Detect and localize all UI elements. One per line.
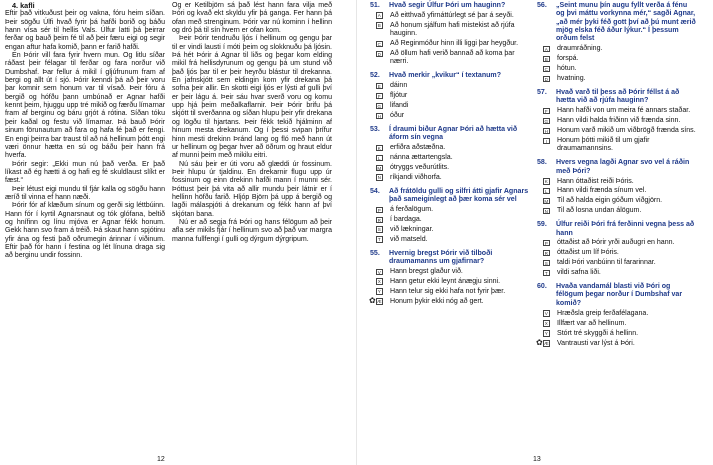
option-text: ótryggs veðurútlits. [390, 164, 450, 172]
answer-option[interactable] [537, 107, 696, 115]
option-text: Illfært var að hellinum. [557, 319, 627, 327]
paragraph: Nú sáu þeir er úti voru að glæddi úr fossinum. Þeir hlupu úr tjaldinu. En drekarnir flugu upp úr fossinum og einn drekinn hafði mann í munni sér. Þóttust þeir þá vita að allir mundu þeir látnir er í hellinn höfðu farið. Hljóp Björn þá upp á bergið og lagði málaspjóti á drekanum og fékk hann af því skjótan bana. [172, 160, 332, 218]
answer-checkbox[interactable]: A [544, 46, 548, 52]
answer-checkbox[interactable]: G [544, 118, 549, 124]
option-marker [537, 127, 553, 135]
answer-option[interactable] [537, 310, 696, 318]
question-text: Hvað varð til þess að Þórir féllst á að hætta við að rjúfa hauginn? [556, 88, 680, 105]
answer-option[interactable] [537, 55, 696, 63]
question-text: „Seint munu þín augu fyllt verða á fénu og þvi máttu vorkynna mér,“ sagði Agnar, „að mér þyki féð gott því að þú munt ærið mjög elska féð áður lýkur.“ Í þessum orðum felst [556, 2, 696, 43]
answer-checkbox[interactable]: B [544, 56, 548, 62]
question-header [370, 250, 529, 267]
answer-option[interactable] [537, 137, 696, 154]
option-marker [370, 236, 386, 244]
option-text: óður [390, 112, 405, 120]
answer-option[interactable] [537, 75, 696, 83]
question-number: 55. [370, 249, 380, 257]
question-text: Hvernig bregst Þórir við tilboði draumamanns um gjafirnar? [389, 249, 493, 266]
option-marker [370, 174, 386, 182]
option-text: óttaðist að Þórir yrði auðugri en hann. [557, 239, 675, 247]
option-marker [537, 178, 553, 186]
answer-checkbox[interactable]: C [544, 66, 548, 72]
option-text: draumráðning. [557, 45, 603, 53]
answer-checkbox[interactable]: V [377, 269, 381, 275]
answer-checkbox[interactable]: Æ [544, 341, 549, 347]
question-block [370, 188, 529, 244]
answer-checkbox[interactable]: E [377, 83, 381, 89]
answer-option[interactable] [370, 82, 529, 90]
option-text: nánna ættartengsla. [390, 154, 453, 162]
answer-option[interactable] [369, 295, 529, 306]
question-block [537, 2, 696, 83]
option-marker [370, 92, 386, 100]
option-text: óttaðist um líf Þóris. [557, 249, 619, 257]
answer-checkbox[interactable]: I [543, 138, 550, 145]
right-page [357, 0, 713, 465]
paragraph: Þórir fór af klæðum sínum og gerði sig léttbúinn. Hann fór í kyrtil Agnarsnaut og tók glófana, beltið og hnífinn og línu mjóva er Agnar fékk honum. Gekk hann svo fram á tréið. Þá skaut hann spjótinu yfir ána og festi það oðrumegin árinnar í viðinum. Eftir það fór hann í festina og lét línuna draga sig að berginu undir fossinn. [5, 202, 165, 260]
option-marker [537, 320, 553, 328]
option-text: Til að losna undan álögum. [557, 207, 642, 215]
answer-option[interactable] [370, 236, 529, 244]
answer-checkbox[interactable]: L [544, 188, 548, 194]
option-marker [537, 249, 553, 257]
answer-checkbox[interactable]: B [377, 23, 381, 29]
question-text: Í draumi biður Agnar Þóri að hætta við áform sín vegna [389, 125, 518, 142]
answer-option[interactable] [537, 127, 696, 135]
option-text: Að Reginmóður hinn illi liggi þar heygður. [390, 40, 519, 48]
option-text: Honum þykir ekki nóg að gert. [390, 297, 484, 305]
option-marker [537, 259, 553, 267]
question-text: Hvað segir Úlfur Þóri um hauginn? [389, 2, 506, 9]
answer-checkbox[interactable]: K [377, 145, 381, 151]
option-marker [370, 154, 386, 162]
paragraph: Þórir segir: „Ekki mun nú það verða. Er það líkast að ég hætti á og hafi eg fé skuldlaust slíkt er fæst.“ [5, 160, 165, 185]
answer-checkbox[interactable]: R [377, 217, 381, 223]
option-marker [370, 268, 386, 276]
answer-checkbox[interactable]: V [544, 311, 548, 317]
option-text: forspá. [557, 55, 579, 63]
answer-checkbox[interactable]: R [544, 250, 548, 256]
answer-option[interactable] [537, 65, 696, 73]
question-number: 58. [537, 159, 547, 167]
option-text: Hann bregst glaður við. [390, 268, 463, 276]
option-marker [537, 207, 553, 215]
option-marker [537, 75, 553, 83]
question-column-2 [537, 2, 696, 353]
answer-option[interactable] [537, 117, 696, 125]
paragraph: Þeir Þórir tendruðu ljós í hellinum og gengu þar til er vindi lausti í móti þeim og slokknuðu þá ljósin. Þá hét Þórir á Agnar til liðs og þegar kom elding mikil frá hellisdyrunum og gengu þá um stund við það ljós þar til er þeir heyrðu blástur til drekanna. En jafnskjótt sem eldingin kom yfir drekana þá sofna þeir allir. En skotti eigi ljós er lýsti af gulli því er þeir lágu á. Þeir sáu hvar sverð voru og komu upp hjá þeim meðalkaflarnir. Þeir Þórir brifu þá skjótt til sverðanna og síðan hlupu þeir yfir drekana og lögðu til hjartans. Þeir fékk tekið hjálminn af hinum mesta drekanum. Og í þessi svipan þrífur hinn mesti drekinn Þránd lang og fló með hann út ur hellinum og þegar hver að öðrum og hraut eldur af munni þeim með mikilu eitri. [172, 35, 332, 160]
question-block [537, 283, 696, 348]
chapter-title: 4. kafli [12, 1, 35, 10]
answer-option[interactable] [370, 144, 529, 152]
paragraph: Og er Ketilbjörn sá það lést hann fara vilja með Þóri og kvað ekt skyldu yfir þá ganga. Fer hann þá ofan með strenginum. Þórir var nú kominn í hellinn og dró þá til sín hvern er ofan kom. [172, 2, 332, 35]
answer-checkbox[interactable]: P [544, 240, 548, 246]
option-text: á ferðalögum. [390, 206, 434, 214]
answer-option[interactable] [537, 239, 696, 247]
answer-option[interactable] [370, 154, 529, 162]
answer-option[interactable] [537, 259, 696, 267]
option-marker [537, 330, 553, 338]
option-text: vildi safna liði. [557, 269, 601, 277]
answer-checkbox[interactable]: F [377, 93, 381, 99]
option-marker [369, 295, 386, 306]
option-text: dáinn [390, 82, 408, 90]
answer-option[interactable] [370, 226, 529, 234]
option-marker [370, 206, 386, 214]
option-text: Að eitthvað yfirnáttúrlegt sé þar á seyði. [390, 11, 514, 19]
answer-option[interactable] [370, 164, 529, 172]
question-header [537, 159, 696, 176]
answer-option[interactable] [370, 268, 529, 276]
answer-option[interactable] [370, 40, 529, 48]
answer-option[interactable] [537, 187, 696, 195]
answer-option[interactable] [370, 50, 529, 67]
question-header [537, 89, 696, 106]
option-text: Honum þótti mikið til um gjafir draumamannsins. [557, 137, 650, 153]
option-text: erfiðra aðstæðna. [390, 144, 446, 152]
answer-checkbox[interactable]: Y [377, 289, 381, 295]
question-text: Hvað merkir „kvikur“ í textanum? [389, 72, 502, 80]
answer-option[interactable] [370, 206, 529, 214]
option-text: Vantrausti var lýst á Þóri. [557, 339, 635, 347]
option-text: í bardaga. [390, 216, 422, 224]
option-marker [536, 337, 553, 348]
answer-checkbox[interactable]: M [377, 165, 382, 171]
question-number: 57. [537, 88, 547, 96]
question-header [537, 2, 696, 44]
page-number-right: 13 [533, 456, 541, 463]
answer-option[interactable] [537, 207, 696, 215]
text-column-1 [5, 2, 165, 261]
answer-checkbox[interactable]: G [377, 103, 382, 109]
option-marker [370, 82, 386, 90]
option-marker [370, 12, 386, 20]
option-marker [537, 187, 553, 195]
question-number: 54. [370, 187, 380, 195]
option-text: Hann óttaðist reiði Þóris. [557, 177, 634, 185]
question-block [370, 2, 529, 67]
answer-checkbox[interactable]: X [377, 279, 381, 285]
option-text: við matseld. [390, 235, 428, 243]
answer-option[interactable] [537, 178, 696, 186]
answer-option[interactable] [537, 197, 696, 205]
option-marker [537, 65, 553, 73]
option-marker [537, 45, 553, 53]
option-marker [370, 22, 386, 30]
option-text: Að honum sjálfum hafi mistekist að rjúfa hauginn. [390, 21, 515, 38]
question-header [370, 2, 529, 10]
answer-option[interactable] [537, 45, 696, 53]
answer-checkbox[interactable]: L [377, 155, 381, 161]
answer-option[interactable] [537, 330, 696, 338]
answer-checkbox[interactable]: C [377, 41, 381, 47]
question-block [537, 221, 696, 277]
question-header [370, 126, 529, 143]
answer-checkbox[interactable]: M [544, 198, 549, 204]
answer-checkbox[interactable]: Æ [377, 299, 382, 305]
option-marker [370, 50, 386, 58]
question-text: Að frátöldu gulli og silfri átti gjafir Agnars það sameiginlegt að þær koma sér vel [389, 187, 529, 204]
option-marker [537, 310, 553, 318]
answer-option[interactable] [537, 269, 696, 277]
answer-checkbox[interactable]: X [544, 321, 548, 327]
option-text: Hann telur sig ekki hafa not fyrir þær. [390, 287, 506, 295]
option-text: Til að halda eigin góðum viðgjörn. [557, 197, 663, 205]
answer-option[interactable] [537, 320, 696, 328]
answer-option[interactable] [536, 337, 696, 348]
option-text: hótun. [557, 65, 577, 73]
option-text: Hann getur ekki leynt ánægju sinni. [390, 277, 501, 285]
paragraph: Eftir það vitkuðust þeir og vakna, fóru heim síðan. Þeir sögðu Úlfi hvað fyrir þá hafði borið og báðu hann vísa sér til hellis Vals. Úlfur latti þá þeirrar ferðar og bauð þeim fé til að þeir færu eigi og segir engan aftur hafa komið, þann er farið hafði. [5, 10, 165, 51]
text-column-2 [172, 2, 332, 244]
answer-checkbox[interactable]: A [377, 13, 381, 19]
question-number: 51. [370, 2, 380, 9]
question-number: 56. [537, 2, 547, 9]
flower-star-icon: ✿ [369, 295, 376, 305]
answer-checkbox[interactable]: K [544, 179, 548, 185]
answer-option[interactable] [370, 288, 529, 296]
question-number: 53. [370, 125, 380, 133]
option-text: Honum varð mikið um viðbrögð frænda síns. [557, 127, 696, 135]
question-header [537, 221, 696, 238]
answer-option[interactable] [370, 278, 529, 286]
answer-option[interactable] [370, 102, 529, 110]
question-header [370, 72, 529, 80]
option-text: lifandi [390, 102, 409, 110]
answer-option[interactable] [370, 174, 529, 182]
answer-option[interactable] [370, 12, 529, 20]
option-marker [370, 226, 386, 234]
answer-checkbox[interactable]: N [377, 175, 381, 181]
question-header [537, 283, 696, 308]
option-marker [370, 102, 386, 110]
option-marker [537, 107, 553, 115]
option-text: við lækningar. [390, 225, 434, 233]
answer-checkbox[interactable]: D [544, 76, 548, 82]
paragraph: En Þórir vill fara fyrir hvern mun. Og litlu síðar ráðast þeir félagar til ferðar og fara norður við Dumbshaf. Þar fellur á mikil í gljúfrunum fram af bergi og allt út í sjó. Þórir kenndi þá að þeir voru þar komnir sem honum var til vísað. Þeir fóru á bergið og hófðu þann umbúnað er Agnar hafði kennt þeim, hjuggu upp tré mikið og færðu límarnar fram af berginu og báru grjót á rótina. Síðan tóku þeir kaðal og festu við límarnar. Þá bauð Þórir sinum förunautum að fara og hafa fé það er fengi. En engi þeirra bar traust til að ná hellinum þótt engi væri önnur hætta en sú og báðu þeir hann frá hverfa. [5, 52, 165, 160]
option-marker [537, 239, 553, 247]
answer-checkbox[interactable]: H [377, 113, 381, 119]
question-block [370, 126, 529, 182]
question-text: Úlfur reiði Þóri frá ferðinni vegna þess að hann [556, 221, 695, 237]
answer-checkbox[interactable]: T [377, 237, 381, 243]
answer-option[interactable] [537, 249, 696, 257]
flower-star-icon: ✿ [536, 337, 543, 347]
option-marker [370, 40, 386, 48]
answer-checkbox[interactable]: P [377, 207, 381, 213]
option-text: Stórt tré skyggði á hellinn. [557, 329, 639, 337]
option-text: taldi Þóri vanbúinn til fararinnar. [557, 259, 656, 267]
option-marker [370, 112, 386, 120]
option-marker [370, 288, 386, 296]
answer-option[interactable] [370, 112, 529, 120]
answer-option[interactable] [370, 92, 529, 100]
question-number: 59. [537, 221, 547, 229]
question-number: 52. [370, 72, 380, 80]
option-marker [537, 117, 553, 125]
option-text: Hann vildi halda friðinn við frænda sinn. [557, 117, 681, 125]
answer-option[interactable] [370, 22, 529, 39]
answer-checkbox[interactable]: S [377, 227, 381, 233]
option-text: Hann vildi frænda sínum vel. [557, 187, 647, 195]
option-marker [370, 216, 386, 224]
question-block [370, 250, 529, 306]
option-marker [370, 278, 386, 286]
page-number-left: 12 [157, 456, 165, 463]
option-text: Að öllum hafi verið bannað að koma þar nærri. [390, 50, 515, 66]
answer-checkbox[interactable]: Y [544, 331, 548, 337]
option-text: Hann hafði von um meira fé annars staðar. [557, 107, 691, 115]
option-marker [537, 269, 553, 277]
option-text: hvatning. [557, 75, 586, 83]
paragraph: Þeir létust eigi mundu til fjár kalla og sögðu hann æríð til vinna ef hann næði. [5, 185, 165, 201]
option-marker [537, 197, 553, 205]
answer-checkbox[interactable]: H [544, 128, 548, 134]
option-marker [537, 55, 553, 63]
answer-option[interactable] [370, 216, 529, 224]
question-block [537, 159, 696, 215]
option-text: ríkjandi viðhorfa. [390, 173, 442, 181]
question-column-1 [370, 2, 529, 312]
answer-checkbox[interactable]: N [544, 208, 548, 214]
option-text: Hræðsla greip ferðafélagana. [557, 309, 649, 317]
answer-checkbox[interactable]: S [544, 260, 548, 266]
option-marker [370, 144, 386, 152]
option-marker [537, 137, 553, 145]
answer-checkbox[interactable]: T [544, 270, 548, 276]
question-text: Hvers vegna lagði Agnar svo vel á ráðin með Þóri? [556, 159, 690, 175]
option-text: fljótur [390, 92, 408, 100]
question-number: 60. [537, 283, 547, 291]
question-block [537, 89, 696, 154]
question-header [370, 188, 529, 205]
question-block [370, 72, 529, 120]
answer-checkbox[interactable]: F [544, 108, 548, 114]
question-text: Hvaða vandamál blasti við Þóri og félögum þegar norður í Dumbshaf var komið? [556, 283, 683, 307]
left-page [0, 0, 356, 465]
paragraph: Nú er að segja frá Þóri og hans félögum að þeir afla sér mikils fjár í hellinum svo að það var margra manna fullfengi í gulli og dýrgum dýrgripum. [172, 218, 332, 243]
option-marker [370, 164, 386, 172]
answer-checkbox[interactable]: D [377, 51, 381, 57]
